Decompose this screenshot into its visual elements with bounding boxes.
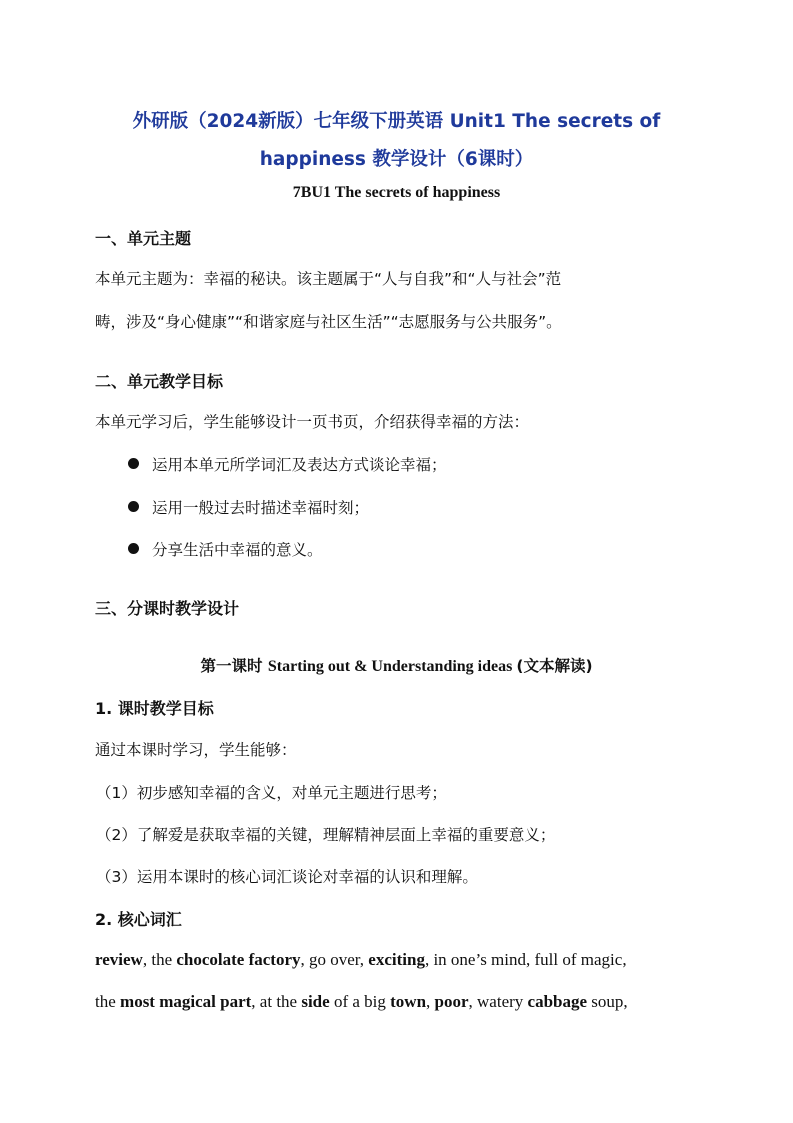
list-item: （3）运用本课时的核心词汇谈论对幸福的认识和理解。: [96, 868, 478, 886]
section-heading-unit-theme: 一、单元主题: [95, 229, 192, 248]
list-item: [128, 538, 323, 560]
vocab-keyword: poor: [434, 992, 469, 1011]
lesson-title: [60, 654, 733, 676]
vocab-keyword: town: [390, 992, 427, 1011]
vocab-text: , the: [142, 950, 177, 969]
vocab-text: of a big: [329, 992, 391, 1011]
list-item: [128, 496, 369, 518]
vocab-text: , go over,: [300, 950, 369, 969]
vocab-text: soup,: [587, 992, 628, 1011]
vocab-keyword: cabbage: [527, 992, 588, 1011]
subheading-core-vocab: 2. 核心词汇: [95, 910, 182, 929]
vocab-line-2: [95, 992, 628, 1012]
bullet-dot-icon: [128, 543, 139, 554]
document-subtitle: 7BU1 The secrets of happiness: [292, 184, 501, 201]
document-title-line1: 外研版（2024新版）七年级下册英语 Unit1 The secrets of: [132, 111, 661, 132]
list-item-text: 运用一般过去时描述幸福时刻；: [152, 499, 370, 517]
lesson-title-cn: 第一课时: [200, 657, 268, 675]
vocab-keyword: chocolate factory: [176, 950, 301, 969]
paragraph-theme-line2: 畴，涉及“身心健康”“和谐家庭与社区生活”“志愿服务与公共服务”。: [95, 313, 562, 331]
bullet-dot-icon: [128, 458, 139, 469]
paragraph-goals-intro: 本单元学习后，学生能够设计一页书页，介绍获得幸福的方法：: [95, 413, 530, 431]
vocab-text: ,: [426, 992, 435, 1011]
vocab-keyword: most magical part: [120, 992, 252, 1011]
bullet-dot-icon: [128, 501, 139, 512]
paragraph-lesson-intro: 通过本课时学习，学生能够：: [95, 741, 297, 759]
paragraph-theme-line1: 本单元主题为：幸福的秘诀。该主题属于“人与自我”和“人与社会”范: [95, 270, 562, 288]
vocab-text: , watery: [468, 992, 528, 1011]
section-heading-unit-goals: 二、单元教学目标: [95, 372, 224, 391]
list-item: （2）了解爱是获取幸福的关键，理解精神层面上幸福的重要意义；: [96, 826, 556, 844]
vocab-text: , in one’s mind, full of magic,: [424, 950, 627, 969]
lesson-title-tail: (文本解读): [516, 657, 593, 675]
document-title-line2: happiness 教学设计（6课时）: [259, 149, 534, 170]
vocab-line-1: [95, 950, 627, 970]
vocab-keyword: review: [95, 950, 143, 969]
subheading-lesson-goals: 1. 课时教学目标: [95, 699, 214, 718]
list-item-text: 分享生活中幸福的意义。: [152, 541, 323, 559]
vocab-text: , at the: [251, 992, 302, 1011]
vocab-text: the: [95, 992, 121, 1011]
vocab-keyword: exciting: [368, 950, 425, 969]
lesson-title-en: Starting out & Understanding ideas: [267, 658, 517, 675]
vocab-keyword: side: [301, 992, 330, 1011]
list-item-text: 运用本单元所学词汇及表达方式谈论幸福；: [152, 456, 447, 474]
section-heading-lesson-design: 三、分课时教学设计: [95, 599, 240, 618]
list-item: （1）初步感知幸福的含义，对单元主题进行思考；: [96, 784, 447, 802]
list-item: [128, 453, 447, 475]
